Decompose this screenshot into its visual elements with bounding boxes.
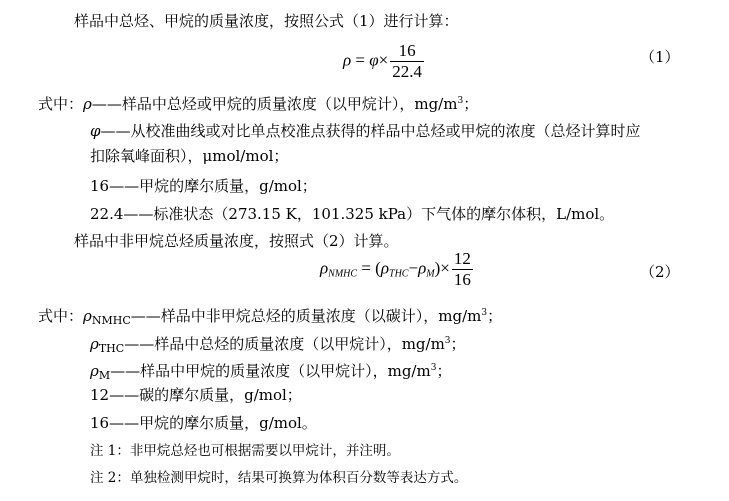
where2-thc-sub: THC — [98, 342, 125, 355]
equation-2 — [320, 249, 473, 290]
eq2-rho-m: ρ — [418, 258, 427, 278]
eq2-minus: − — [408, 258, 419, 278]
where2-nmhc-unit-sup: 3 — [481, 308, 488, 318]
where2-m-symbol: ρ — [90, 362, 99, 380]
where2-m16-line: 16——甲烷的摩尔质量，g/mol。 — [90, 414, 317, 432]
eq2-equals: = — [361, 258, 371, 278]
where1-v224-line: 22.4——标准状态（273.15 K，101.325 kPa）下气体的摩尔体积，L/mol。 — [90, 205, 615, 223]
eq1-rho: ρ — [343, 50, 352, 70]
eq1-numerator: 16 — [398, 41, 416, 60]
where2-c12-line: 12——碳的摩尔质量，g/mol； — [90, 386, 302, 404]
note-1: 注 1：非甲烷总烃也可根据需要以甲烷计，并注明。 — [90, 443, 400, 459]
eq2-rho-thc: ρ — [380, 258, 390, 278]
where1-rho-unit-sup: 3 — [457, 96, 464, 106]
eq1-denominator: 22.4 — [392, 62, 423, 81]
eq2-sub-m: M — [426, 268, 435, 280]
where2-m-unit-sup: 3 — [430, 363, 437, 373]
where2-nmhc-desc: ——样品中非甲烷总烃的质量浓度（以碳计），mg/m — [130, 307, 482, 325]
eq2-rparen: ) — [434, 258, 441, 278]
where1-phi-line-2: 扣除氧峰面积），μmol/mol； — [90, 147, 289, 165]
where1-rho-symbol: ρ — [83, 95, 92, 113]
eq2-sub-nmhc: NMHC — [328, 268, 358, 280]
where2-nmhc-end: ； — [487, 307, 503, 325]
equation-2-number: （2） — [640, 263, 680, 281]
where2-nmhc-sub: NMHC — [91, 314, 131, 327]
where1-prefix: 式中： — [38, 95, 84, 113]
where2-thc-end: ； — [450, 335, 466, 353]
intro-paragraph-1: 样品中总烃、甲烷的质量浓度，按照公式（1）进行计算： — [74, 12, 459, 30]
eq2-times: × — [440, 258, 450, 278]
where2-thc-unit-sup: 3 — [444, 336, 451, 346]
equation-1-number: （1） — [640, 48, 680, 66]
eq1-phi: φ — [369, 50, 379, 70]
where2-nmhc-line — [38, 303, 502, 331]
eq1-fraction — [390, 41, 424, 82]
eq2-rho-nmhc: ρ — [320, 258, 329, 278]
where1-rho-desc: ——样品中总烃或甲烷的质量浓度（以甲烷计），mg/m — [91, 95, 458, 113]
where2-m-desc: ——样品中甲烷的质量浓度（以甲烷计），mg/m — [110, 362, 431, 380]
eq2-denominator: 16 — [453, 270, 471, 289]
eq2-sub-thc: THC — [389, 268, 409, 280]
where2-m-line — [90, 358, 451, 386]
equation-1 — [343, 41, 424, 82]
where1-rho-line — [38, 91, 478, 114]
where2-m-sub: M — [98, 369, 111, 382]
note-2: 注 2：单独检测甲烷时，结果可换算为体积百分数等表达方式。 — [90, 470, 468, 486]
where1-m16-line: 16——甲烷的摩尔质量，g/mol； — [90, 177, 317, 195]
eq2-fraction — [452, 249, 473, 290]
eq2-lparen: ( — [375, 258, 381, 278]
where2-m-end: ； — [436, 362, 452, 380]
where1-phi-line-1 — [90, 121, 641, 141]
where2-thc-desc: ——样品中总烃的质量浓度（以甲烷计），mg/m — [124, 335, 445, 353]
eq2-numerator: 12 — [453, 249, 471, 268]
where2-thc-line — [90, 331, 466, 359]
eq1-times: × — [378, 50, 389, 70]
where1-phi-desc-1: ——从校准曲线或对比单点校准点获得的样品中总烃或甲烷的浓度（总烃计算时应 — [100, 122, 641, 140]
where2-nmhc-symbol: ρ — [83, 307, 92, 325]
where1-rho-end: ； — [463, 95, 479, 113]
where2-thc-symbol: ρ — [90, 335, 99, 353]
where2-prefix: 式中： — [38, 307, 84, 325]
where1-phi-symbol: φ — [90, 122, 101, 140]
intro-paragraph-2: 样品中非甲烷总烃质量浓度，按照式（2）计算。 — [74, 232, 399, 250]
eq1-equals: = — [355, 50, 366, 70]
